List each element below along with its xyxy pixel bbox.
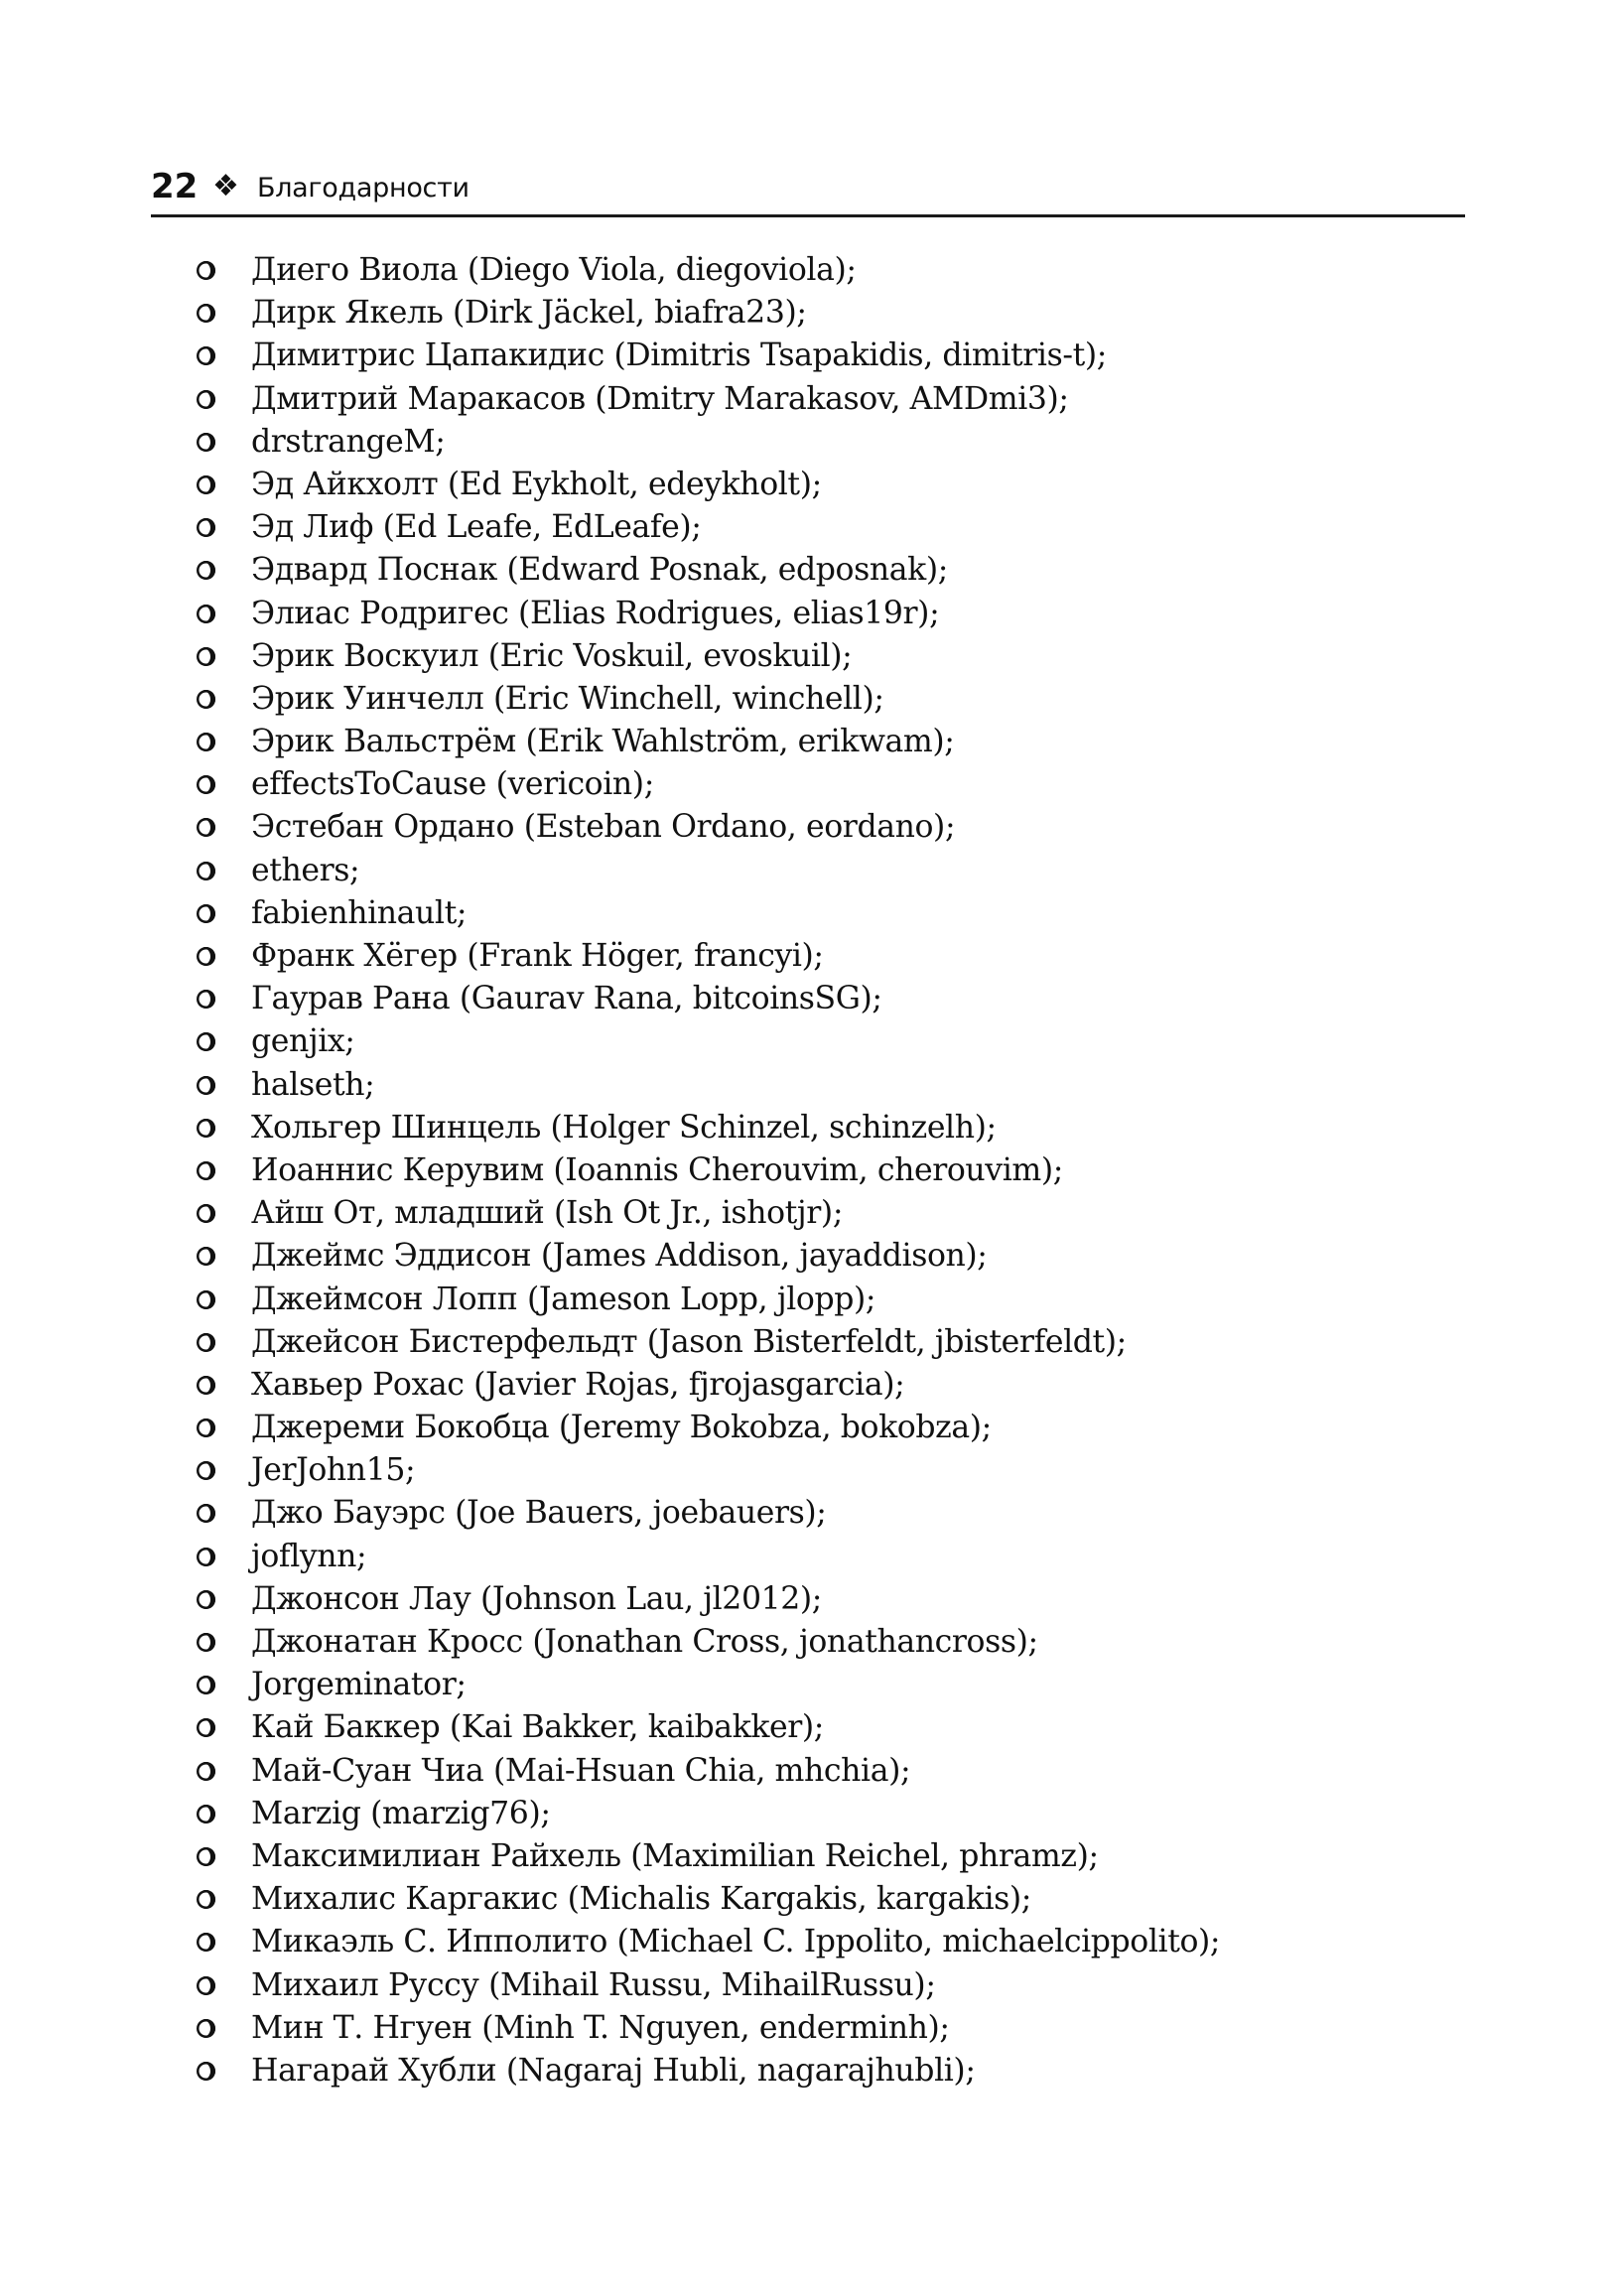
list-item-text: Marzig (marzig76); (251, 1795, 551, 1831)
list-item-text: fabienhinault; (251, 894, 468, 931)
circle-bullet-icon (197, 1418, 215, 1437)
list-item-text: Джеймсон Лопп (Jameson Lopp, jlopp); (251, 1281, 876, 1317)
list-item-text: Мин Т. Нгуен (Minh T. Nguyen, enderminh); (251, 2009, 950, 2046)
running-header (151, 165, 1465, 217)
list-item-text: halseth; (251, 1066, 375, 1103)
circle-bullet-icon (197, 475, 215, 494)
list-item-text: Диего Виола (Diego Viola, diegoviola); (251, 252, 857, 288)
circle-bullet-icon (197, 1590, 215, 1609)
list-item-text: Эдвард Поснак (Edward Posnak, edposnak); (251, 552, 948, 589)
circle-bullet-icon (197, 990, 215, 1009)
circle-bullet-icon (197, 1933, 215, 1952)
list-item-text: joflynn; (251, 1538, 367, 1574)
circle-bullet-icon (197, 947, 215, 966)
circle-bullet-icon (197, 1076, 215, 1095)
list-item-text: Кай Баккер (Kai Bakker, kaibakker); (251, 1709, 825, 1746)
circle-bullet-icon (197, 433, 215, 452)
circle-bullet-icon (197, 2019, 215, 2038)
list-item-text: JerJohn15; (251, 1452, 416, 1489)
circle-bullet-icon (197, 1548, 215, 1566)
list-item-text: Май-Суан Чиа (Mai-Hsuan Chia, mhchia); (251, 1752, 911, 1789)
circle-bullet-icon (197, 518, 215, 537)
circle-bullet-icon (197, 733, 215, 751)
circle-bullet-icon (197, 862, 215, 880)
circle-bullet-icon (197, 1762, 215, 1781)
list-item-text: Эрик Уинчелл (Eric Winchell, winchell); (251, 680, 884, 717)
circle-bullet-icon (197, 775, 215, 794)
circle-bullet-icon (197, 1376, 215, 1395)
list-item-text: Дмитрий Маракасов (Dmitry Marakasov, AMDmi3); (251, 380, 1069, 417)
circle-bullet-icon (197, 1161, 215, 1180)
circle-bullet-icon (197, 346, 215, 365)
circle-bullet-icon (197, 1890, 215, 1909)
circle-bullet-icon (197, 1805, 215, 1823)
circle-bullet-icon (197, 647, 215, 666)
list-item-text: Нагарай Хубли (Nagaraj Hubli, nagarajhubli); (251, 2052, 976, 2089)
circle-bullet-icon (197, 1247, 215, 1266)
list-item-text: Айш От, младший (Ish Ot Jr., ishotjr); (251, 1195, 844, 1232)
page-number: 22 (151, 167, 199, 206)
list-item-text: Хавьер Рохас (Javier Rojas, fjrojasgarcia); (251, 1366, 905, 1403)
circle-bullet-icon (197, 904, 215, 923)
circle-bullet-icon (197, 690, 215, 709)
circle-bullet-icon (197, 1847, 215, 1866)
circle-bullet-icon (197, 1204, 215, 1223)
list-item-text: effectsToCause (vericoin); (251, 766, 654, 803)
list-item-text: Эрик Вальстрём (Erik Wahlström, erikwam); (251, 724, 955, 760)
list-item-text: Джереми Бокобца (Jeremy Bokobza, bokobza); (251, 1410, 992, 1446)
list-item-text: Джо Бауэрс (Joe Bauers, joebauers); (251, 1495, 827, 1532)
circle-bullet-icon (197, 1333, 215, 1352)
list-item-text: Иоаннис Керувим (Ioannis Cherouvim, cherouvim); (251, 1151, 1063, 1188)
list-item-text: Димитрис Цапакидис (Dimitris Tsapakidis, dimitris-t); (251, 338, 1107, 374)
list-item-text: Дирк Якель (Dirk Jäckel, biafra23); (251, 295, 807, 332)
list-item-text: Джеймс Эддисон (James Addison, jayaddison); (251, 1238, 988, 1275)
list-item-text: Эд Лиф (Ed Leafe, EdLeafe); (251, 509, 702, 546)
list-item-text: Джонсон Лау (Johnson Lau, jl2012); (251, 1580, 822, 1617)
circle-bullet-icon (197, 1633, 215, 1652)
list-item-text: Джонатан Кросс (Jonathan Cross, jonathancross); (251, 1624, 1038, 1660)
circle-bullet-icon (197, 605, 215, 623)
list-item-text: Хольгер Шинцель (Holger Schinzel, schinzelh); (251, 1109, 997, 1146)
list-item-text: drstrangeM; (251, 423, 446, 460)
list-item-text: Jorgeminator; (251, 1667, 467, 1703)
circle-bullet-icon (197, 1290, 215, 1309)
list-item-text: Микаэль С. Ипполито (Michael C. Ippolito, michaelcippolito); (251, 1924, 1221, 1960)
list-item-text: Эстебан Ордано (Esteban Ordano, eordano); (251, 809, 956, 846)
circle-bullet-icon (197, 2062, 215, 2081)
circle-bullet-icon (197, 1032, 215, 1051)
circle-bullet-icon (197, 304, 215, 323)
list-item-text: Эрик Воскуил (Eric Voskuil, evoskuil); (251, 637, 853, 674)
list-item-text: genjix; (251, 1023, 355, 1060)
circle-bullet-icon (197, 1718, 215, 1737)
circle-bullet-icon (197, 1461, 215, 1480)
circle-bullet-icon (197, 390, 215, 409)
list-item-text: Франк Хёгер (Frank Höger, francyi); (251, 938, 824, 974)
list-item-text: Гаурав Рана (Gaurav Rana, bitcoinsSG); (251, 981, 882, 1017)
section-title: Благодарности (257, 173, 470, 203)
circle-bullet-icon (197, 818, 215, 837)
four-diamonds-icon: ❖ (212, 169, 239, 203)
list-item-text: Максимилиан Райхель (Maximilian Reichel, phramz); (251, 1837, 1099, 1874)
circle-bullet-icon (197, 1504, 215, 1523)
circle-bullet-icon (197, 561, 215, 580)
circle-bullet-icon (197, 1976, 215, 1995)
circle-bullet-icon (197, 1676, 215, 1694)
list-item-text: Михаил Руссу (Mihail Russu, MihailRussu); (251, 1966, 936, 2003)
list-item-text: ethers; (251, 852, 360, 888)
circle-bullet-icon (197, 261, 215, 280)
circle-bullet-icon (197, 1119, 215, 1138)
list-item-text: Джейсон Бистерфельдт (Jason Bisterfeldt, jbisterfeldt); (251, 1323, 1127, 1360)
list-item-text: Михалис Каргакис (Michalis Kargakis, kargakis); (251, 1881, 1032, 1918)
list-item-text: Эд Айкхолт (Ed Eykholt, edeykholt); (251, 466, 822, 502)
list-item-text: Элиас Родригес (Elias Rodrigues, elias19r); (251, 595, 940, 631)
